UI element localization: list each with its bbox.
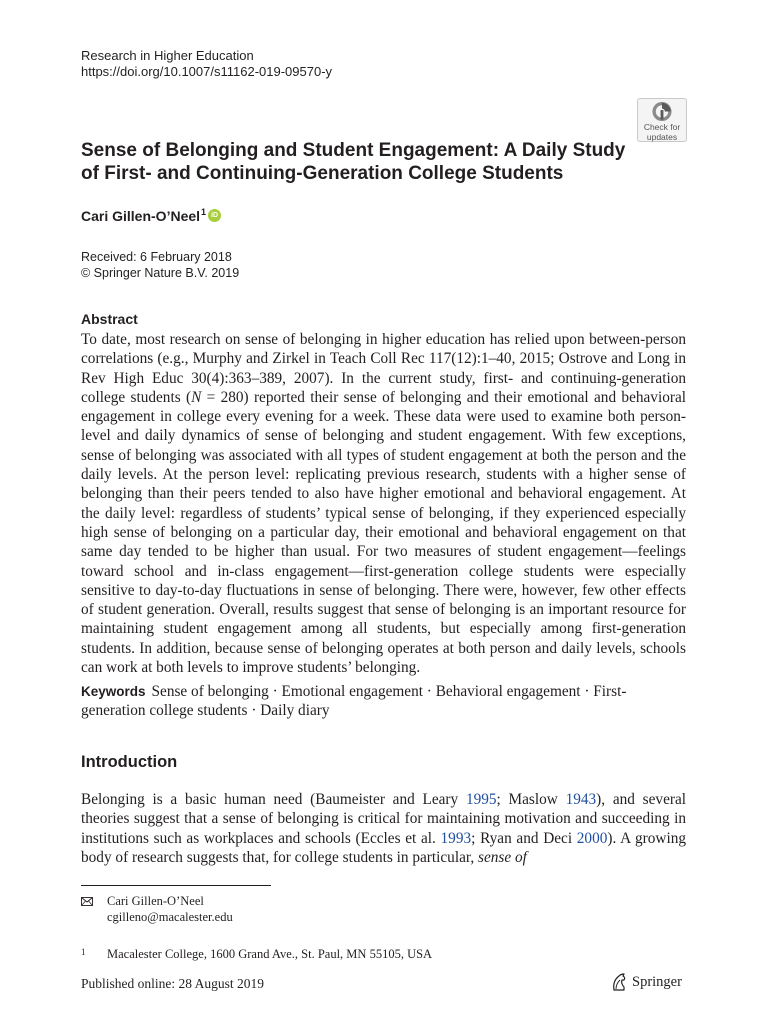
intro-text-4: ; Ryan and Deci — [471, 829, 577, 847]
keywords-text: Sense of belonging · Emotional engagement · Behavioral engagement · First-generation college students · Daily diary — [81, 683, 627, 719]
author-line — [81, 208, 221, 224]
introduction-heading: Introduction — [81, 753, 178, 771]
check-for-label: Check for — [643, 122, 681, 132]
affiliation-note — [81, 946, 432, 962]
intro-text-3: ), and several theories suggest that a sense of belonging is critical for maintaining motivation and succeeding in institutions such as workplaces and schools (Eccles et al. — [81, 791, 686, 847]
corresponding-author-email[interactable]: cgilleno@macalester.edu — [107, 910, 233, 924]
intro-text-5: ). A growing body of research suggests that, for college students in particular, — [81, 829, 686, 866]
citation-link-1995[interactable]: 1995 — [465, 791, 497, 808]
intro-text-italic: sense of — [478, 848, 527, 866]
publisher-name: Springer — [632, 973, 682, 990]
copyright-line: © Springer Nature B.V. 2019 — [81, 266, 240, 280]
keywords — [81, 682, 686, 720]
springer-logo — [610, 972, 682, 992]
envelope-icon — [81, 897, 93, 906]
springer-horse-icon — [610, 972, 628, 992]
received-date: Received: 6 February 2018 — [81, 250, 232, 264]
citation-link-1993[interactable]: 1993 — [440, 829, 472, 847]
keywords-label: Keywords — [81, 684, 146, 699]
published-online-date: Published online: 28 August 2019 — [81, 976, 265, 991]
article-dates — [81, 249, 239, 281]
footnotes — [81, 893, 432, 962]
intro-text-2: ; Maslow — [496, 791, 566, 808]
intro-text-1: Belonging is a basic human need (Baumeister and Leary — [81, 791, 466, 808]
sample-size-symbol: N — [191, 388, 202, 406]
orcid-label: iD — [211, 212, 219, 219]
article-title: Sense of Belonging and Student Engagement: A Daily Study of First- and Continuing-Generation College Students — [81, 140, 626, 184]
corresponding-author-note — [81, 893, 432, 925]
citation-link-1943[interactable]: 1943 — [565, 791, 597, 808]
author-name: Cari Gillen-O’Neel — [81, 208, 201, 224]
orcid-icon[interactable] — [208, 209, 221, 222]
citation-link-2000[interactable]: 2000 — [576, 829, 608, 847]
affiliation-address: Macalester College, 1600 Grand Ave., St. Paul, MN 55105, USA — [107, 947, 433, 961]
check-for-updates-badge[interactable] — [637, 98, 687, 142]
updates-label: updates — [646, 131, 678, 142]
affiliation-number: 1 — [81, 947, 86, 957]
doi-link[interactable]: https://doi.org/10.1007/s11162-019-09570-y — [81, 64, 333, 79]
abstract-text — [81, 330, 686, 677]
footnote-divider — [81, 885, 271, 886]
abstract-text-part-1: To date, most research on sense of belonging in higher education has relied upon between-person correlations (e.g., Murphy and Zirkel in Teach Coll Rec 117(12):1–40, 2015; Ostrove and Long in Rev High Educ 30(4):363–389, 2007). In the current study, first- and continuing-generation college students ( — [81, 331, 686, 406]
fn-mark-envelope — [81, 893, 107, 910]
author-affiliation-mark: 1 — [201, 207, 207, 217]
abstract-heading: Abstract — [81, 311, 138, 327]
abstract-text-part-2: = 280) reported their sense of belonging and their emotional and behavioral engagement in college every evening for a week. These data were used to examine both person-level and daily dynamics of sense of belonging and student engagement. With few exceptions, sense of belonging was associated with all types of student engagement at both the person and the daily levels. At the person level: replicating previous research, students with a higher sense of belonging than their peers tended to also have higher emotional and behavioral engagement. At the daily level: regardless of students’ typical sense of belonging, if they experienced especially high sense of belonging on a particular day, their emotional and behavioral engagement on that same day tended to be higher than usual. For two measures of student engagement—feelings toward school and in-class engagement—first-generation college students were especially sensitive to day-to-day fluctuations in sense of belonging. There were, however, few other effects of student generation. Overall, results suggest that sense of belonging is an important resource for maintaining student engagement among all students, but especially among first-generation students. In addition, because sense of belonging operates at both person and daily levels, schools can work at both levels to improve students’ belonging. — [81, 388, 686, 677]
introduction-paragraph — [81, 790, 686, 867]
corresponding-author-name: Cari Gillen-O’Neel — [107, 894, 204, 908]
crossmark-icon — [651, 101, 673, 122]
journal-header — [81, 48, 332, 80]
journal-name: Research in Higher Education — [81, 48, 254, 63]
